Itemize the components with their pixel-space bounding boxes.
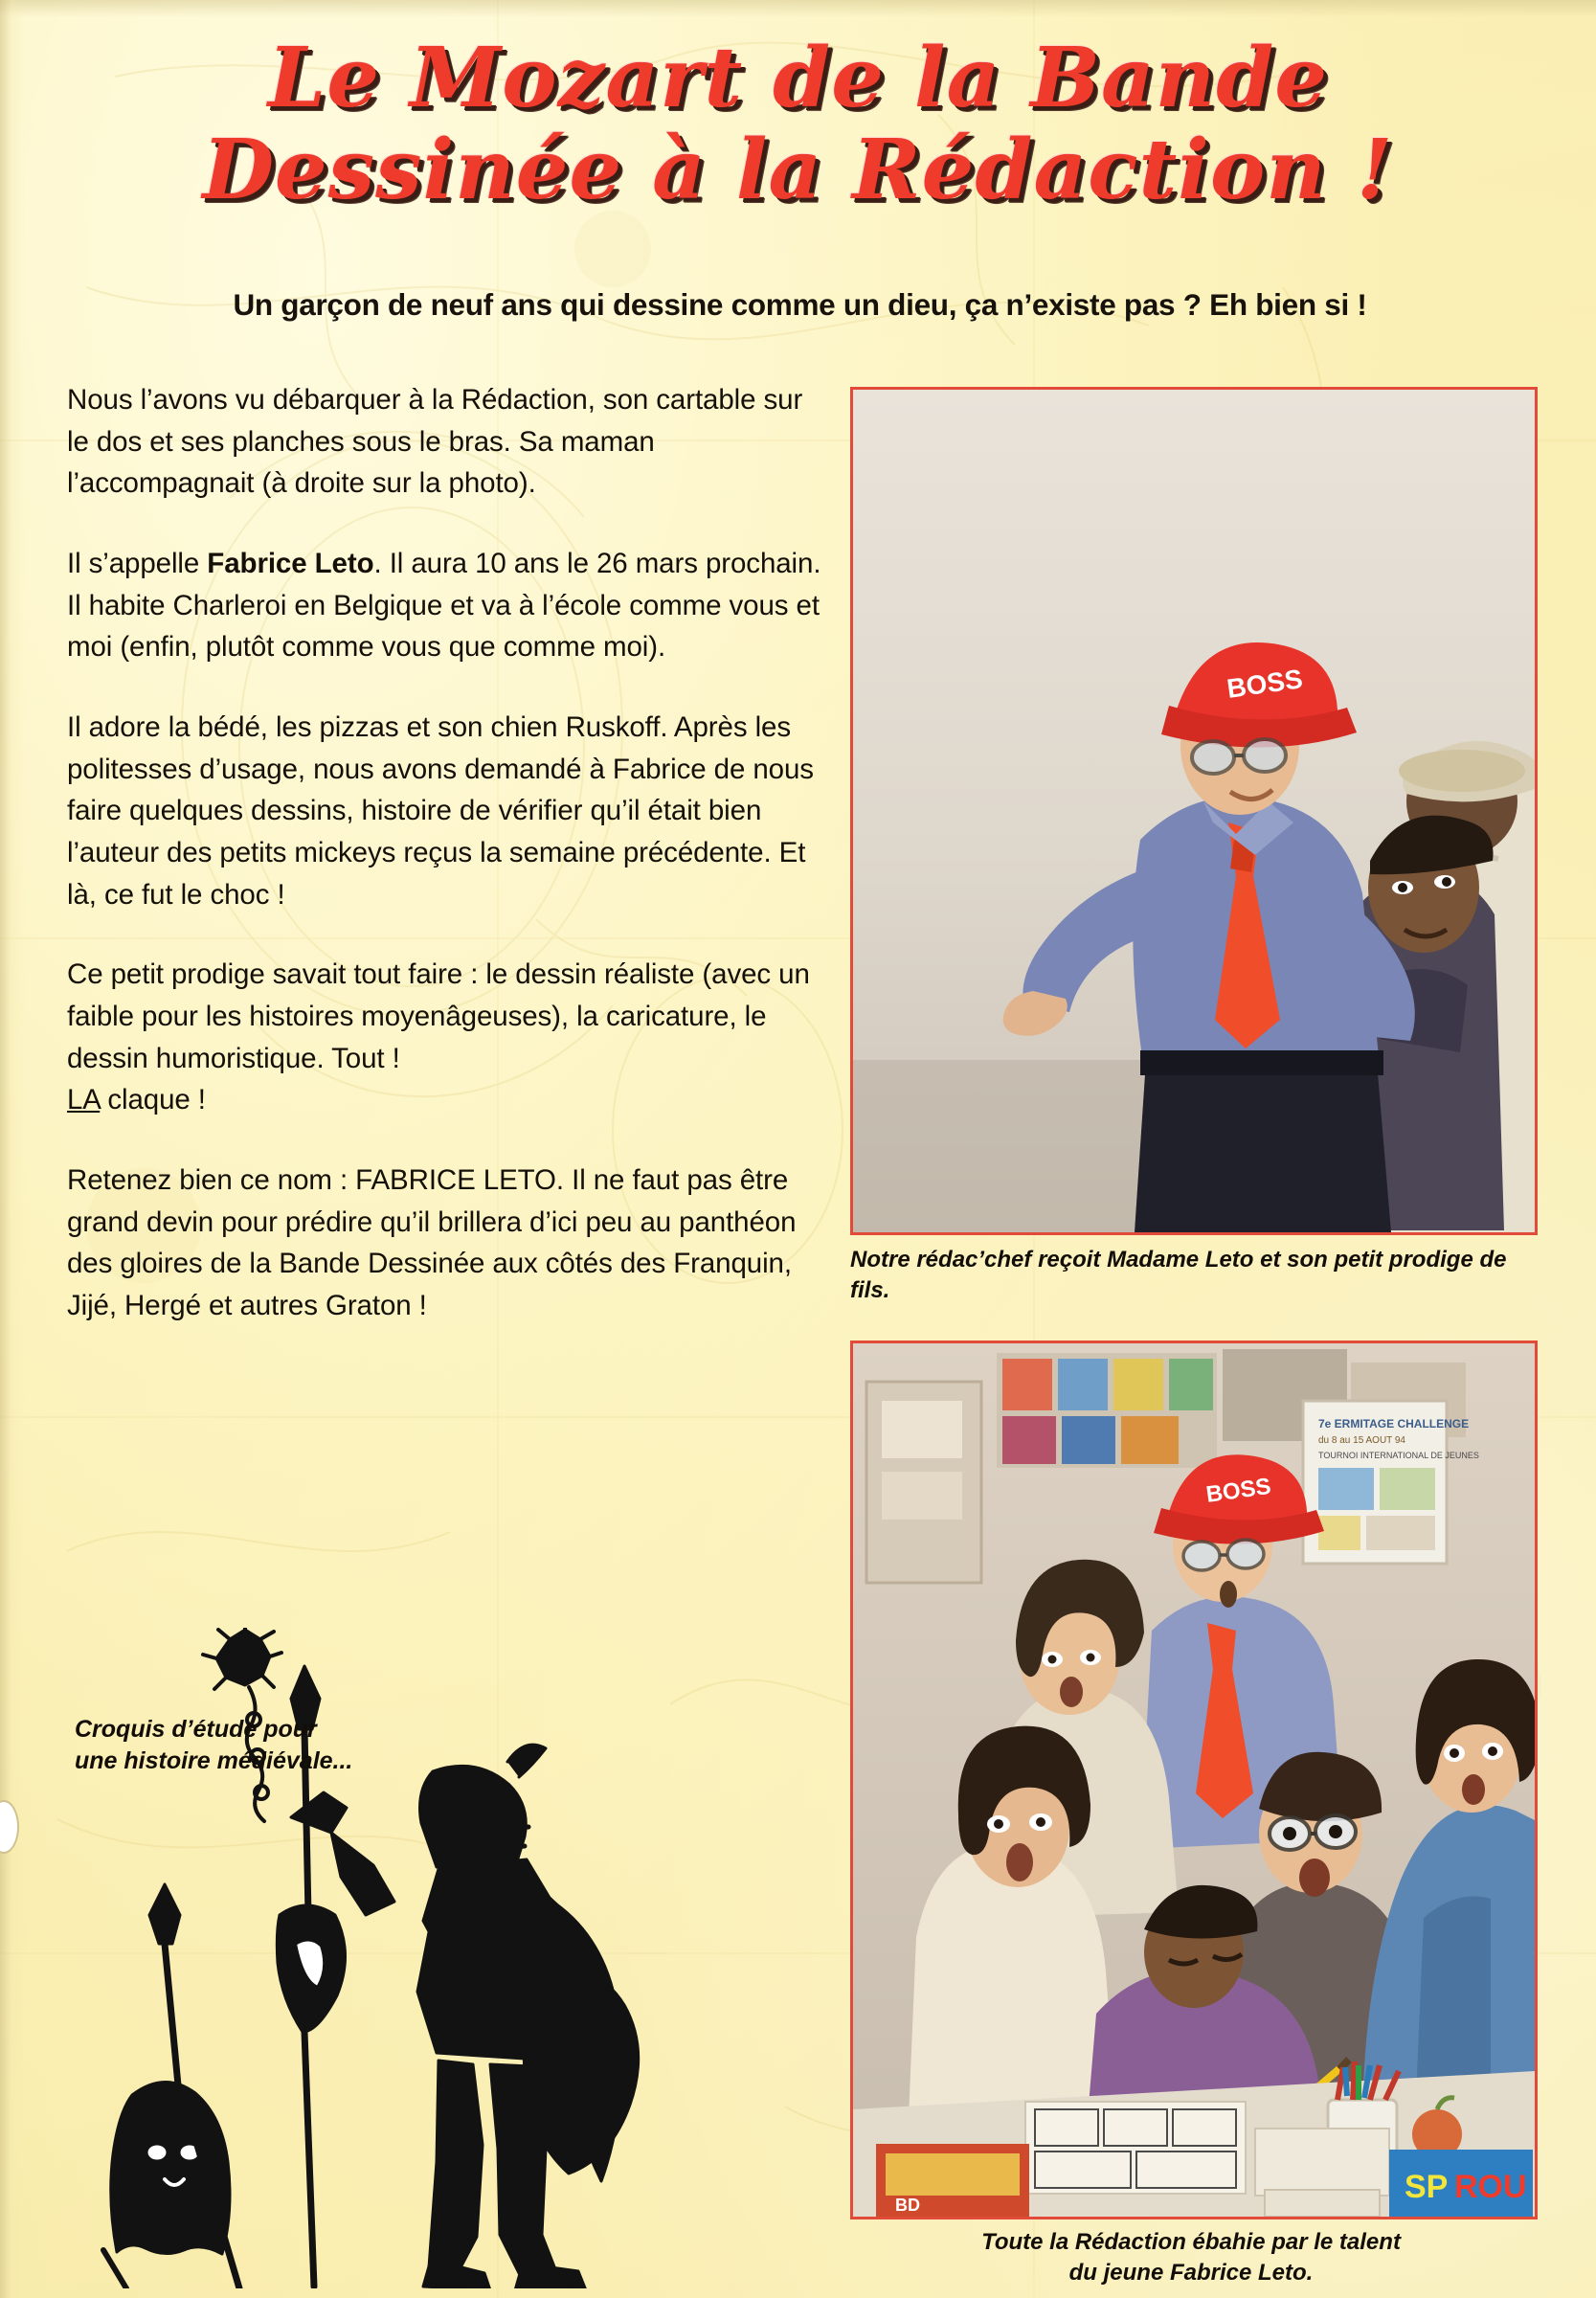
svg-text:ROU: ROU — [1454, 2169, 1527, 2205]
paragraph-3: Il adore la bédé, les pizzas et son chien Ruskoff. Après les politesses d’usage, nous avons demandé à Fabrice de nous faire quelques dessins, histoire de vérifier qu’il était bien l’auteur des petits mickeys reçus la semaine précédente. Et là, ce fut le choc ! — [67, 710, 814, 911]
svg-text:du 8 au 15 AOUT 94: du 8 au 15 AOUT 94 — [1318, 1435, 1405, 1446]
paragraph-1: Nous l’avons vu débarquer à la Rédaction, son cartable sur le dos et ses planches sous le bras. Sa maman l’accompagnait (à droite sur la photo). — [67, 384, 803, 500]
subject-name: Fabrice Leto — [207, 547, 374, 579]
page-top-edge — [0, 0, 1596, 17]
page-left-edge — [0, 0, 25, 2298]
cap-text: BOSS — [1225, 664, 1305, 704]
paragraph-4-part-1: Ce petit prodige savait tout faire : le dessin réaliste (avec un faible pour les histoires moyenâgeuses), la caricature, le dessin humoristique. Tout ! — [67, 958, 810, 1074]
article-subtitle: Un garçon de neuf ans qui dessine comme un dieu, ça n’existe pas ? Eh bien si ! — [233, 287, 1367, 322]
photo-bottom-caption-line-2: du jeune Fabrice Leto. — [1068, 2259, 1314, 2286]
binder-punch-hole — [0, 1800, 19, 1854]
svg-text:7e ERMITAGE CHALLENGE: 7e ERMITAGE CHALLENGE — [1318, 1417, 1470, 1431]
svg-text:BD: BD — [895, 2196, 920, 2215]
title-line-1: Le Mozart de la Bande — [267, 30, 1329, 126]
title-line-2: Dessinée à la Rédaction ! — [202, 121, 1394, 218]
photo-editorial-team-amazed — [850, 1340, 1538, 2219]
cap-text-bottom: BOSS — [1204, 1473, 1273, 1508]
photo-editor-with-family — [850, 387, 1538, 1235]
paragraph-4-underlined: LA — [67, 1084, 101, 1116]
svg-text:TOURNOI INTERNATIONAL DE JEUNE: TOURNOI INTERNATIONAL DE JEUNES — [1318, 1451, 1479, 1460]
photo-bottom-caption-line-1: Toute la Rédaction ébahie par le talent — [981, 2229, 1401, 2255]
armoured-knight — [291, 1745, 639, 2288]
photo-top-caption: Notre rédac’chef reçoit Madame Leto et son petit prodige de fils. — [850, 1247, 1507, 1303]
paragraph-4 — [67, 954, 823, 1121]
paragraph-5: Retenez bien ce nom : FABRICE LETO. Il ne faut pas être grand devin pour prédire qu’il brillera d’ici peu au panthéon des gloires de la Bande Dessinée aux côtés des Franquin, Jijé, Hergé et autres Graton ! — [67, 1163, 797, 1321]
paragraph-2-part-1: Il s’appelle — [67, 547, 208, 579]
svg-text:SP: SP — [1405, 2169, 1449, 2205]
photo-bottom-caption — [850, 2227, 1532, 2287]
paragraph-2 — [67, 543, 823, 668]
paragraph-4-part-2: claque ! — [100, 1084, 206, 1116]
sketch-caption: Croquis d’étude pour une histoire médiévale... — [75, 1716, 353, 1774]
page-title — [0, 30, 1596, 218]
paragraph-2-part-2: . Il aura 10 ans le 26 mars prochain. Il habite Charleroi en Belgique et va à l’école comme vous et moi (enfin, plutôt comme vous que comme moi). — [67, 547, 821, 664]
article-body — [67, 379, 823, 1326]
hooded-figure — [103, 1884, 239, 2288]
